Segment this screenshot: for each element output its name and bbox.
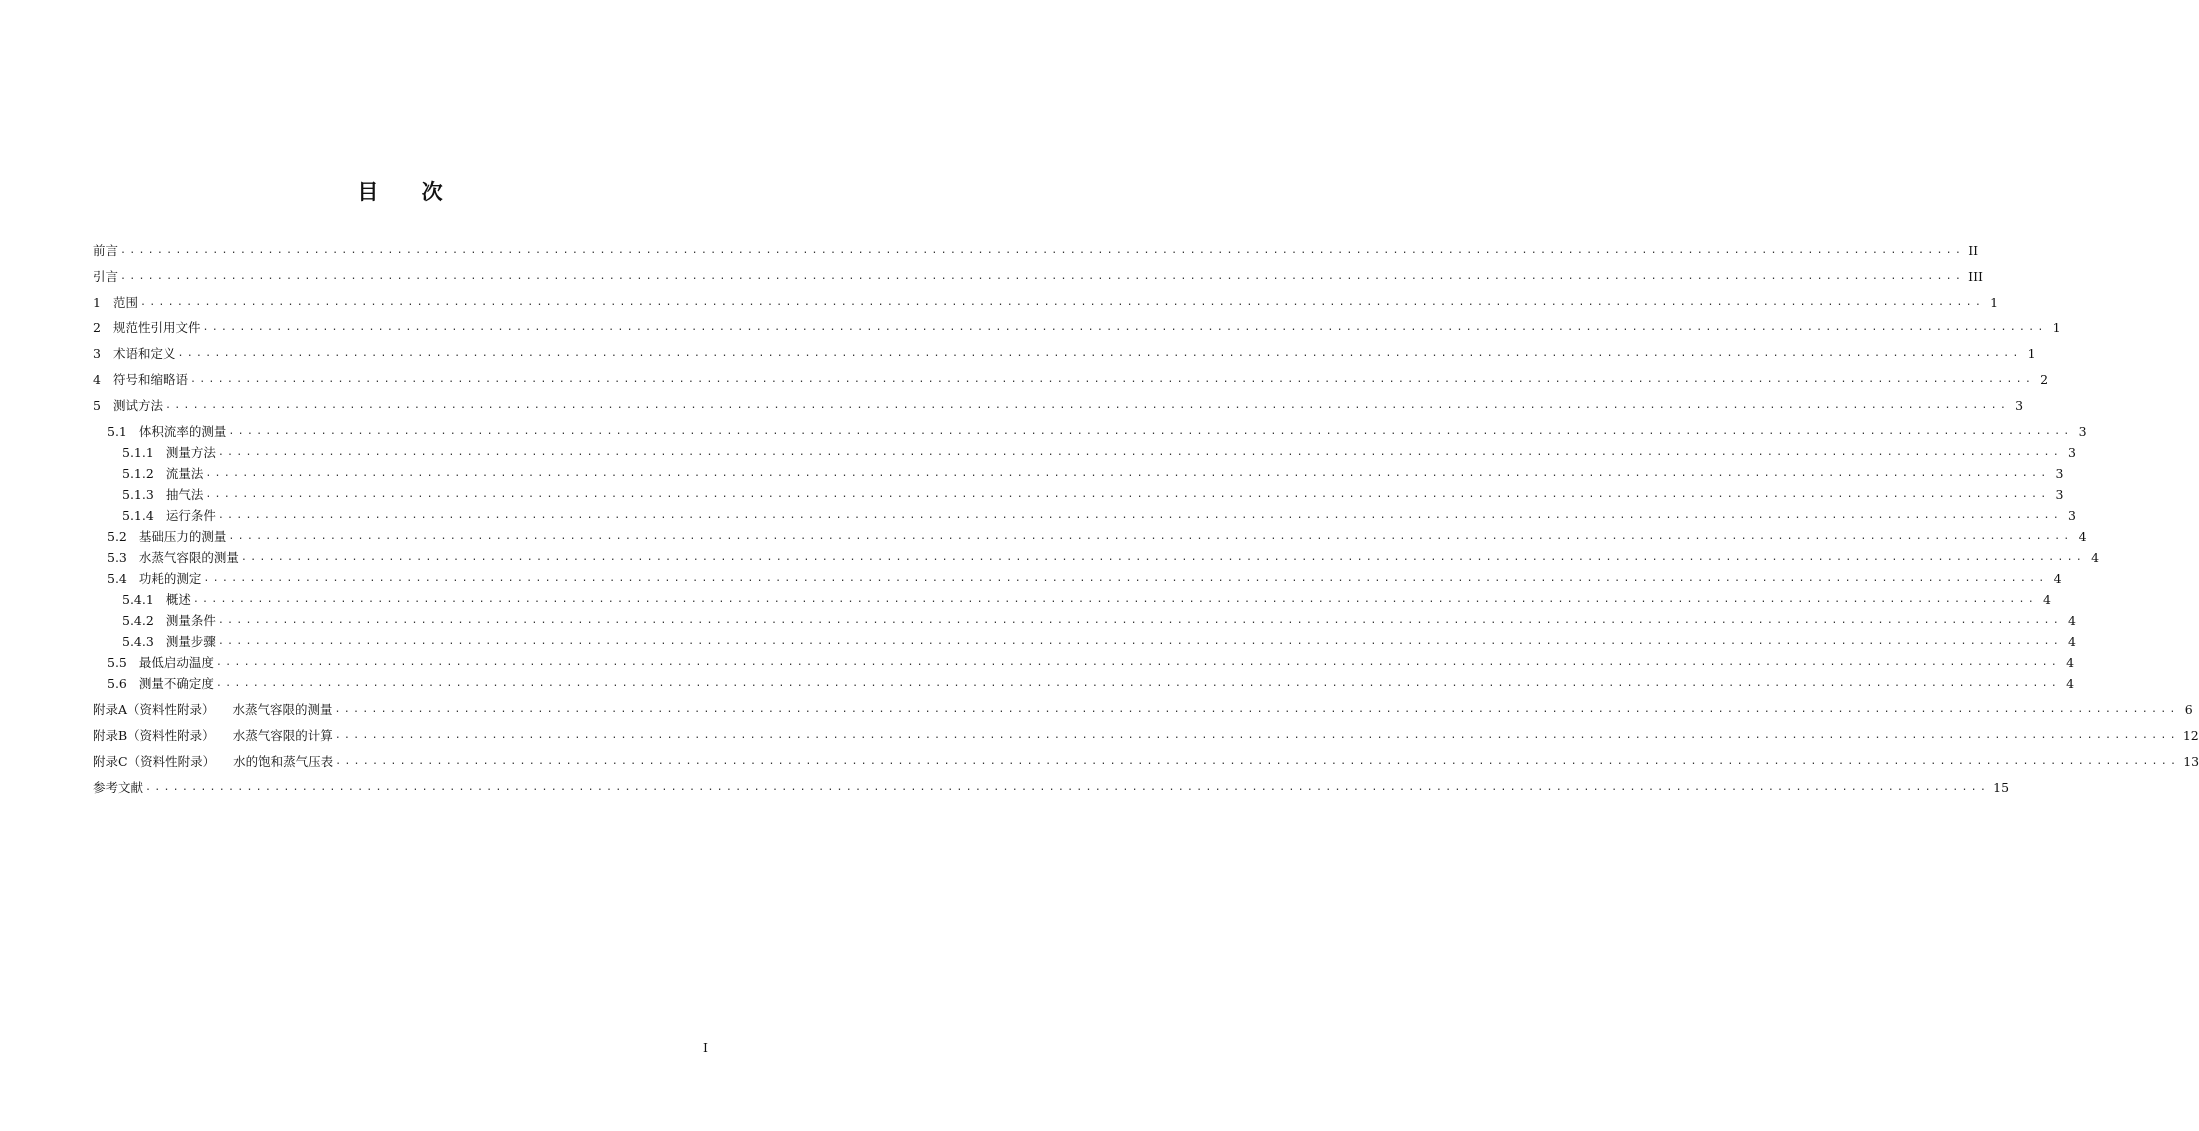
toc-entry-label [93, 781, 145, 795]
toc-entry-number: 2 [93, 320, 101, 335]
toc-entry[interactable] [93, 465, 2064, 481]
toc-entry-number: 5.3 [107, 550, 127, 565]
toc-entry-label [93, 635, 218, 649]
toc-entry-number: 附录C（资料性附录） [93, 754, 216, 769]
toc-entry-text: 测试方法 [112, 398, 163, 413]
toc-entry-text: 范围 [112, 295, 138, 310]
toc-entry-number: 5.2 [107, 529, 127, 544]
toc-entry[interactable] [93, 701, 2193, 717]
toc-entry[interactable] [93, 633, 2076, 649]
leader-dots: ........................................................................................................................................................................................................ [192, 594, 2037, 605]
toc-entry-text: 运行条件 [165, 508, 216, 523]
toc-entry-number: 3 [93, 346, 101, 361]
toc-entry-text: 引言 [93, 269, 119, 284]
leader-dots: ........................................................................................................................................................................................................ [145, 782, 1990, 793]
toc-entry-page: 3 [2078, 424, 2087, 439]
toc-entry-label [93, 244, 120, 258]
toc-entry-label [93, 321, 202, 335]
toc-entry-number: 5.1.3 [122, 487, 154, 502]
toc-entry-text: 前言 [93, 243, 119, 258]
toc-entry-page: 4 [2067, 634, 2076, 649]
toc-entry[interactable] [93, 423, 2087, 439]
toc-entry-number: 5.1.1 [122, 445, 154, 460]
leader-dots: ........................................................................................................................................................................................................ [215, 657, 2061, 668]
leader-dots: ........................................................................................................................................................................................................ [120, 271, 1965, 282]
toc-entry[interactable] [93, 753, 2199, 769]
leader-dots: ........................................................................................................................................................................................................ [334, 730, 2179, 741]
leader-dots: ........................................................................................................................................................................................................ [215, 678, 2061, 689]
toc-entry-number: 5.4.2 [122, 613, 154, 628]
toc-entry-label [93, 425, 228, 439]
toc-entry-label [93, 270, 120, 284]
toc-entry-number: 附录A（资料性附录） [93, 702, 215, 717]
leader-dots: ........................................................................................................................................................................................................ [240, 552, 2086, 563]
toc-entry[interactable] [93, 779, 2010, 795]
leader-dots: ........................................................................................................................................................................................................ [189, 374, 2035, 385]
toc-entry-page: 4 [2066, 655, 2075, 670]
toc-entry-label [93, 488, 205, 502]
toc-entry-page: 1 [2052, 320, 2061, 335]
toc-entry[interactable] [93, 528, 2087, 544]
toc-entry-page: 1 [2027, 346, 2036, 361]
toc-entry-page: 3 [2067, 508, 2076, 523]
toc-entry-label [93, 347, 177, 361]
toc-entry-text: 参考文献 [93, 780, 144, 795]
toc-entry-label [93, 509, 218, 523]
toc-entry-label [93, 446, 218, 460]
leader-dots: ........................................................................................................................................................................................................ [205, 489, 2050, 500]
toc-entry-page: 1 [1990, 295, 1999, 310]
toc-entry[interactable] [93, 397, 2024, 413]
leader-dots: ........................................................................................................................................................................................................ [217, 615, 2062, 626]
toc-entry[interactable] [93, 242, 1979, 258]
toc-entry-label [93, 296, 140, 310]
toc-entry-number: 5.4 [107, 571, 127, 586]
toc-entry-text: 最低启动温度 [138, 655, 214, 670]
toc-entry[interactable] [93, 319, 2061, 335]
toc-entry-page: 2 [2040, 372, 2049, 387]
toc-entry-label [93, 572, 203, 586]
toc-entry-page: 6 [2184, 702, 2193, 717]
toc-entry-text: 规范性引用文件 [112, 320, 201, 335]
toc-entry-page: 4 [2053, 571, 2062, 586]
leader-dots: ........................................................................................................................................................................................................ [203, 573, 2048, 584]
toc-entry[interactable] [93, 486, 2064, 502]
toc-entry[interactable] [93, 654, 2075, 670]
leader-dots: ........................................................................................................................................................................................................ [217, 510, 2062, 521]
toc-entry[interactable] [93, 570, 2062, 586]
leader-dots: ........................................................................................................................................................................................................ [217, 636, 2062, 647]
toc-entry-label [93, 530, 228, 544]
toc-entry-page: 3 [2055, 487, 2064, 502]
toc-entry-text: 符号和缩略语 [112, 372, 188, 387]
page-number: I [703, 1040, 708, 1055]
toc-entry-text: 水蒸气容限的测量 [138, 550, 239, 565]
leader-dots: ........................................................................................................................................................................................................ [177, 348, 2022, 359]
toc-entry-text: 水蒸气容限的测量 [232, 702, 333, 717]
toc-entry-page: 13 [2183, 754, 2199, 769]
toc-entry[interactable] [93, 444, 2076, 460]
leader-dots: ........................................................................................................................................................................................................ [120, 245, 1965, 256]
leader-dots: ........................................................................................................................................................................................................ [139, 297, 1985, 308]
page-title: 目 次 [357, 179, 461, 204]
toc-entry[interactable] [93, 727, 2199, 743]
toc-entry-text: 流量法 [165, 466, 204, 481]
toc-entry[interactable] [93, 591, 2051, 607]
toc-entry-label [93, 614, 218, 628]
toc-entry-label [93, 593, 193, 607]
toc-entry-text: 基础压力的测量 [138, 529, 227, 544]
toc-entry-page: 3 [2055, 466, 2064, 481]
toc-entry-text: 功耗的测定 [138, 571, 202, 586]
toc-entry-label [93, 467, 205, 481]
toc-entry-text: 测量步骤 [165, 634, 216, 649]
leader-dots: ........................................................................................................................................................................................................ [205, 468, 2050, 479]
toc-entry-number: 5.1.4 [122, 508, 154, 523]
toc-entry-label [93, 677, 216, 691]
toc-entry-page: 4 [2078, 529, 2087, 544]
toc-entry-label [93, 399, 165, 413]
toc-entry[interactable] [93, 507, 2076, 523]
leader-dots: ........................................................................................................................................................................................................ [164, 400, 2010, 411]
toc-entry[interactable] [93, 268, 1983, 284]
toc-entry-text: 体积流率的测量 [138, 424, 227, 439]
toc-entry[interactable] [93, 675, 2075, 691]
toc-entry-page: 4 [2042, 592, 2051, 607]
toc-entry-number: 5.1.2 [122, 466, 154, 481]
leader-dots: ........................................................................................................................................................................................................ [335, 756, 2180, 767]
toc-entry[interactable] [93, 345, 2036, 361]
toc-entry-text: 抽气法 [165, 487, 204, 502]
toc-entry-number: 5.4.1 [122, 592, 154, 607]
toc-entry-label [93, 755, 335, 769]
toc-entry-number: 5.5 [107, 655, 127, 670]
leader-dots: ........................................................................................................................................................................................................ [202, 322, 2047, 333]
toc-entry-text: 水蒸气容限的计算 [232, 728, 333, 743]
toc-entry-text: 概述 [165, 592, 191, 607]
toc-entry-page: 4 [2066, 676, 2075, 691]
toc-entry[interactable] [93, 612, 2076, 628]
leader-dots: ........................................................................................................................................................................................................ [217, 447, 2062, 458]
toc-entry-page: 4 [2067, 613, 2076, 628]
toc-entry-number: 5.6 [107, 676, 127, 691]
toc-entry-text: 水的饱和蒸气压表 [233, 754, 334, 769]
toc-entry-page: 12 [2182, 728, 2199, 743]
leader-dots: ........................................................................................................................................................................................................ [228, 531, 2073, 542]
toc-entry-label [93, 373, 190, 387]
toc-entry-number: 附录B（资料性附录） [93, 728, 215, 743]
toc-entry-number: 4 [93, 372, 101, 387]
toc-entry-label [93, 551, 241, 565]
toc-entry-text: 测量条件 [165, 613, 216, 628]
toc-entry[interactable] [93, 294, 1999, 310]
toc-entry-page: 4 [2091, 550, 2100, 565]
toc-entry-page: III [1968, 269, 1983, 284]
toc-entry-label [93, 656, 216, 670]
toc-entry-page: 3 [2015, 398, 2024, 413]
toc-entry-number: 5 [93, 398, 101, 413]
toc-entry-text: 测量方法 [165, 445, 216, 460]
toc-entry-page: 15 [1993, 780, 2010, 795]
toc-entry[interactable] [93, 371, 2049, 387]
leader-dots: ........................................................................................................................................................................................................ [228, 426, 2073, 437]
toc-entry-page: II [1968, 243, 1979, 258]
toc-entry-number: 5.1 [107, 424, 127, 439]
toc-entry-text: 测量不确定度 [138, 676, 214, 691]
toc-entry-text: 术语和定义 [112, 346, 176, 361]
leader-dots: ........................................................................................................................................................................................................ [334, 704, 2179, 715]
toc-entry-number: 5.4.3 [122, 634, 154, 649]
toc-entry-page: 3 [2067, 445, 2076, 460]
toc-entry[interactable] [93, 549, 2100, 565]
toc-entry-label [93, 729, 335, 743]
toc-entry-number: 1 [93, 295, 101, 310]
toc-entry-label [93, 703, 335, 717]
